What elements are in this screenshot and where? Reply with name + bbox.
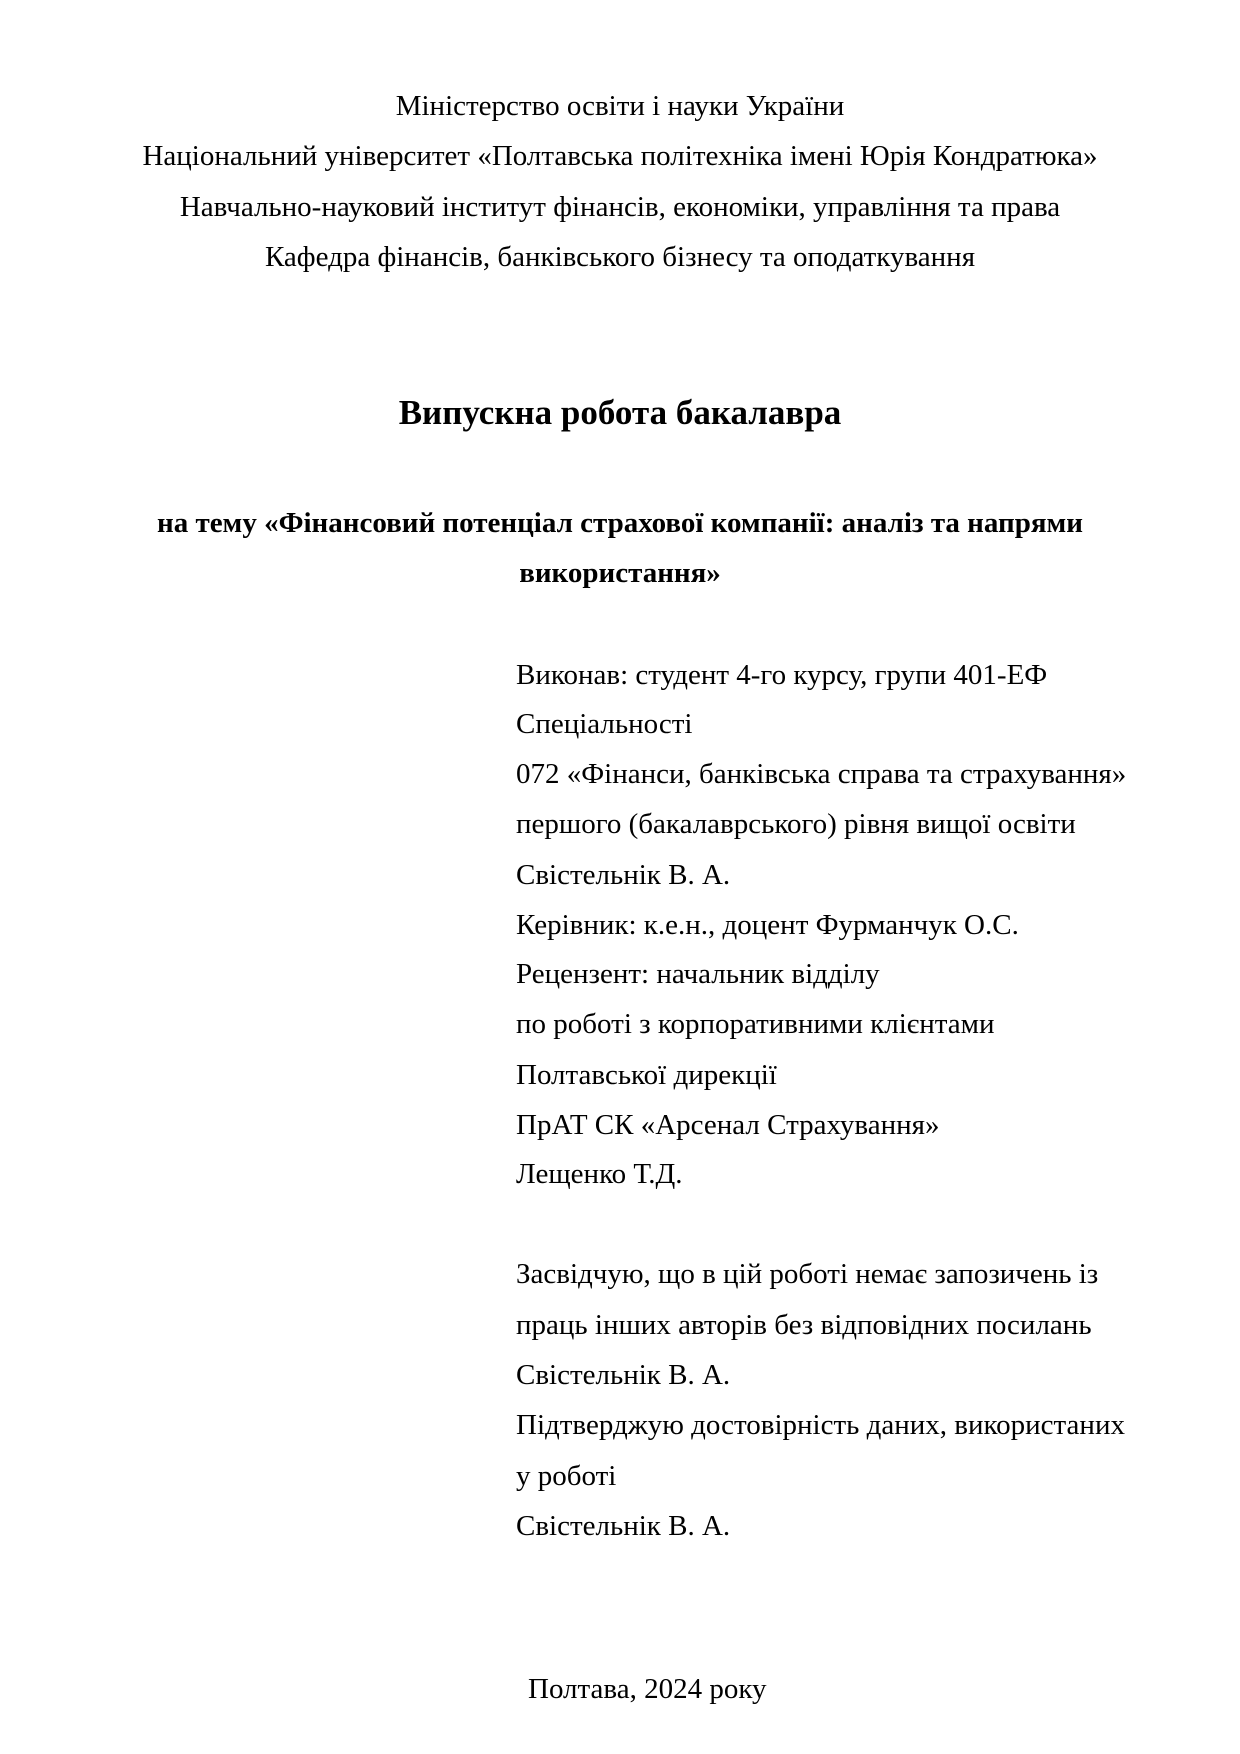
reviewer-line: ПрАТ СК «Арсенал Страхування» — [516, 1109, 940, 1141]
declaration-line: Засвідчую, що в цій роботі немає запозичень із — [516, 1258, 1099, 1290]
institute-line: Навчально-науковий інститут фінансів, економіки, управління та права — [179, 191, 1061, 223]
supervisor-line: Керівник: к.е.н., доцент Фурманчук О.С. — [516, 909, 1019, 941]
declaration-line: у роботі — [516, 1460, 617, 1492]
reviewer-line: Лещенко Т.Д. — [516, 1158, 683, 1190]
reviewer-line: Полтавської дирекції — [516, 1059, 777, 1091]
reviewer-line: Рецензент: начальник відділу — [516, 958, 880, 990]
topic-line-2: використання» — [519, 557, 721, 589]
author-line: Свістельнік В. А. — [516, 859, 731, 891]
author-line: Виконав: студент 4-го курсу, групи 401-ЕФ — [516, 659, 1048, 691]
document-title: Випускна робота бакалавра — [398, 393, 842, 432]
university-line: Національний університет «Полтавська політехніка імені Юрія Кондратюка» — [142, 140, 1098, 172]
department-line: Кафедра фінансів, банківського бізнесу та оподаткування — [264, 241, 976, 273]
ministry-line: Міністерство освіти і науки України — [395, 90, 845, 122]
author-line: 072 «Фінанси, банківська справа та страхування» — [516, 758, 1127, 790]
author-line: Спеціальності — [516, 708, 693, 740]
declaration-line: Підтверджую достовірність даних, використаних — [516, 1409, 1125, 1441]
place-year: Полтава, 2024 року — [528, 1673, 767, 1705]
author-line: першого (бакалаврського) рівня вищої освіти — [516, 808, 1076, 840]
declaration-line: Свістельнік В. А. — [516, 1359, 731, 1391]
declaration-line: Свістельнік В. А. — [516, 1510, 731, 1542]
declaration-line: праць інших авторів без відповідних посилань — [516, 1309, 1092, 1341]
reviewer-line: по роботі з корпоративними клієнтами — [516, 1008, 995, 1040]
topic-line-1: на тему «Фінансовий потенціал страхової компанії: аналіз та напрями — [156, 507, 1083, 539]
